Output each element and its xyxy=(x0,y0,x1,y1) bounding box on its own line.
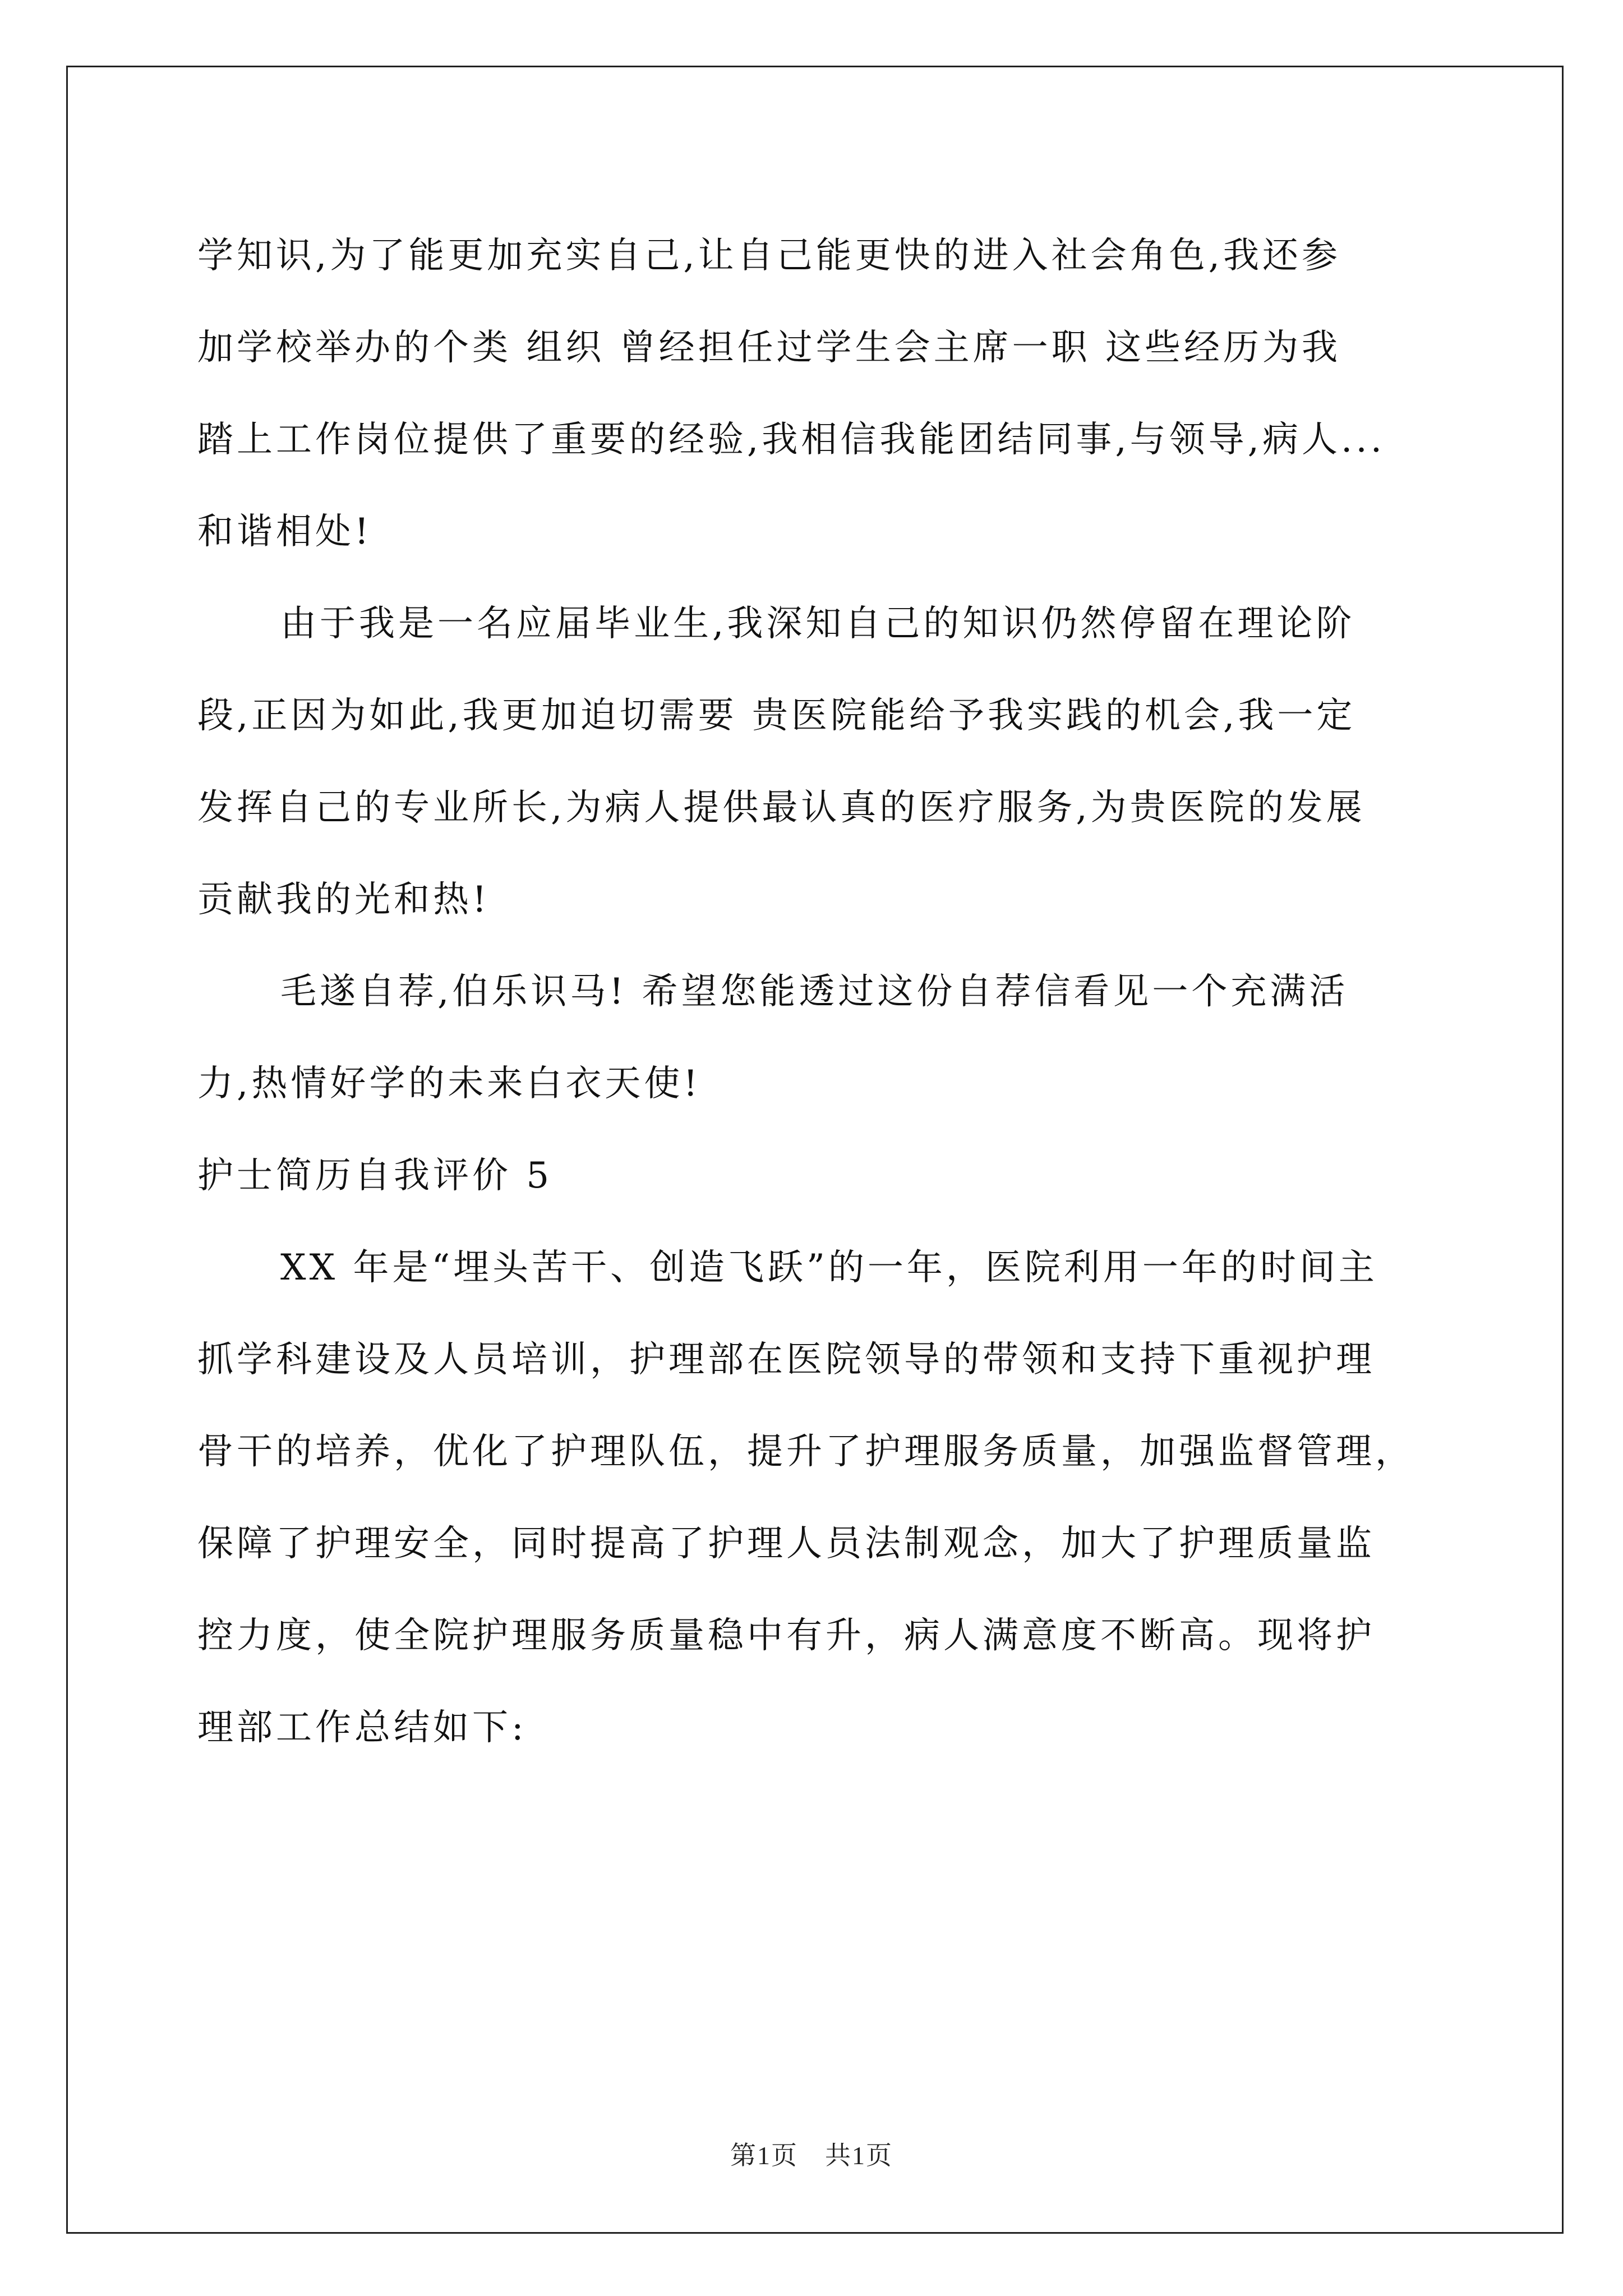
text-line: 段,正因为如此,我更加迫切需要 贵医院能给予我实践的机会,我一定 xyxy=(197,695,1356,737)
text-line: 学知识,为了能更加充实自己,让自己能更快的进入社会角色,我还参 xyxy=(197,235,1341,277)
text-line: 加学校举办的个类 组织 曾经担任过学生会主席一职 这些经历为我 xyxy=(197,327,1341,369)
text-line: 和谐相处! xyxy=(197,511,372,553)
text-line: 发挥自己的专业所长,为病人提供最认真的医疗服务,为贵医院的发展 xyxy=(197,787,1366,829)
paragraph-graduate xyxy=(197,578,1448,946)
paragraph-intro-continued xyxy=(197,210,1448,578)
text-line: 由于我是一名应届毕业生,我深知自己的知识仍然停留在理论阶 xyxy=(280,603,1355,645)
text-line: 控力度，使全院护理服务质量稳中有升，病人满意度不断高。现将护 xyxy=(197,1615,1375,1657)
document-body xyxy=(197,210,1448,1774)
section-heading: 护士简历自我评价 5 xyxy=(197,1155,553,1197)
text-line: 抓学科建设及人员培训，护理部在医院领导的带领和支持下重视护理 xyxy=(197,1339,1375,1381)
paragraph-nursing-summary xyxy=(197,1222,1448,1774)
text-line: 踏上工作岗位提供了重要的经验,我相信我能团结同事,与领导,病人... xyxy=(197,419,1386,461)
paragraph-closing xyxy=(197,946,1448,1130)
text-line: 力,热情好学的未来白衣天使! xyxy=(197,1063,702,1105)
page-number-footer: 第1页 共1页 xyxy=(730,2141,893,2170)
text-line: 毛遂自荐,伯乐识马! 希望您能透过这份自荐信看见一个充满活 xyxy=(280,971,1349,1013)
text-line: XX 年是“埋头苦干、创造飞跃”的一年，医院利用一年的时间主 xyxy=(280,1247,1378,1289)
text-line: 贡献我的光和热! xyxy=(197,879,490,921)
text-line: 理部工作总结如下: xyxy=(197,1707,527,1749)
text-line: 骨干的培养，优化了护理队伍，提升了护理服务质量，加强监督管理， xyxy=(197,1431,1414,1473)
text-line: 保障了护理安全，同时提高了护理人员法制观念，加大了护理质量监 xyxy=(197,1523,1375,1565)
